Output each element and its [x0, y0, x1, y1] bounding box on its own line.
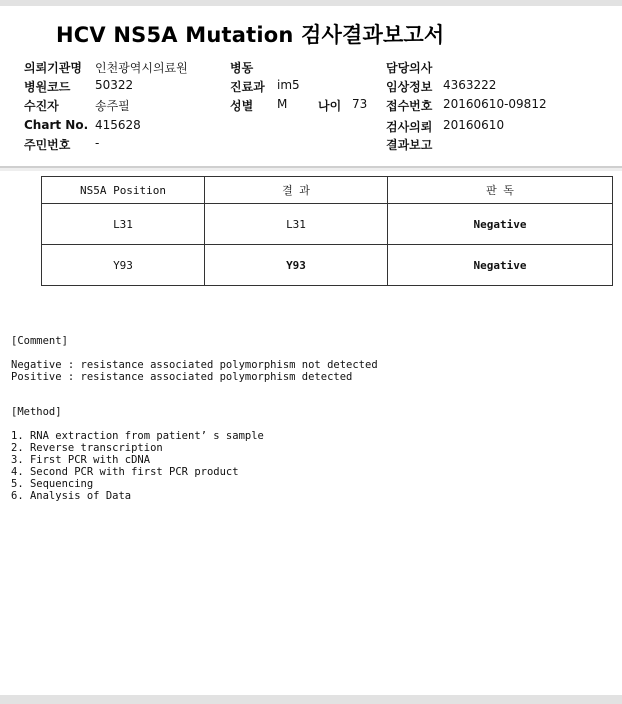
- method-step: 1. RNA extraction from patient’ s sample: [11, 430, 264, 442]
- age-label: 나이: [318, 99, 342, 113]
- result-cell: Y93: [205, 245, 388, 286]
- sex-label: 성별: [230, 99, 254, 113]
- age-value: 73: [352, 97, 368, 111]
- institution-label: 의뢰기관명: [24, 61, 82, 75]
- comment-line: Negative : resistance associated polymorphism not detected: [11, 359, 378, 371]
- patient-value: 송주필: [95, 99, 130, 113]
- receipt-number-value: 20160610-09812: [443, 97, 547, 111]
- column-header-position: NS5A Position: [42, 177, 205, 204]
- resident-number-value: -: [95, 136, 100, 150]
- sex-value: M: [277, 97, 288, 111]
- comment-heading: [Comment]: [11, 335, 68, 347]
- department-value: im5: [277, 78, 300, 92]
- hospital-code-value: 50322: [95, 78, 134, 92]
- result-cell: L31: [205, 204, 388, 245]
- method-step: 5. Sequencing: [11, 478, 94, 490]
- comment-line: Positive : resistance associated polymorphism detected: [11, 371, 353, 383]
- resident-number-label: 주민번호: [24, 138, 71, 152]
- department-label: 진료과: [230, 80, 265, 94]
- chart-number-label: Chart No.: [24, 118, 89, 132]
- interpretation-cell: Negative: [388, 245, 613, 286]
- section-divider: [0, 168, 622, 171]
- table-header-row: [42, 177, 613, 204]
- method-step: 3. First PCR with cDNA: [11, 454, 151, 466]
- result-report-label: 결과보고: [386, 138, 433, 152]
- test-request-value: 20160610: [443, 118, 505, 132]
- report-title: HCV NS5A Mutation 검사결과보고서: [56, 23, 445, 47]
- test-request-label: 검사의뢰: [386, 120, 433, 134]
- institution-value: 인천광역시의료원: [95, 61, 188, 75]
- results-table: [41, 176, 613, 286]
- table-row: [42, 204, 613, 245]
- chart-number-value: 415628: [95, 118, 141, 132]
- table-row: [42, 245, 613, 286]
- method-step: 6. Analysis of Data: [11, 490, 132, 502]
- method-step: 4. Second PCR with first PCR product: [11, 466, 239, 478]
- report-header: [0, 6, 622, 168]
- ward-label: 병동: [230, 61, 254, 75]
- clinical-info-value: 4363222: [443, 78, 497, 92]
- attending-doctor-label: 담당의사: [386, 61, 433, 75]
- column-header-result: 결 과: [205, 177, 388, 204]
- clinical-info-label: 임상정보: [386, 80, 433, 94]
- hospital-code-label: 병원코드: [24, 80, 71, 94]
- bottom-bar: [0, 695, 622, 704]
- column-header-interpretation: 판 독: [388, 177, 613, 204]
- interpretation-cell: Negative: [388, 204, 613, 245]
- position-cell: Y93: [42, 245, 205, 286]
- receipt-number-label: 접수번호: [386, 99, 433, 113]
- patient-label: 수진자: [24, 99, 59, 113]
- method-step: 2. Reverse transcription: [11, 442, 163, 454]
- method-heading: [Method]: [11, 406, 62, 418]
- position-cell: L31: [42, 204, 205, 245]
